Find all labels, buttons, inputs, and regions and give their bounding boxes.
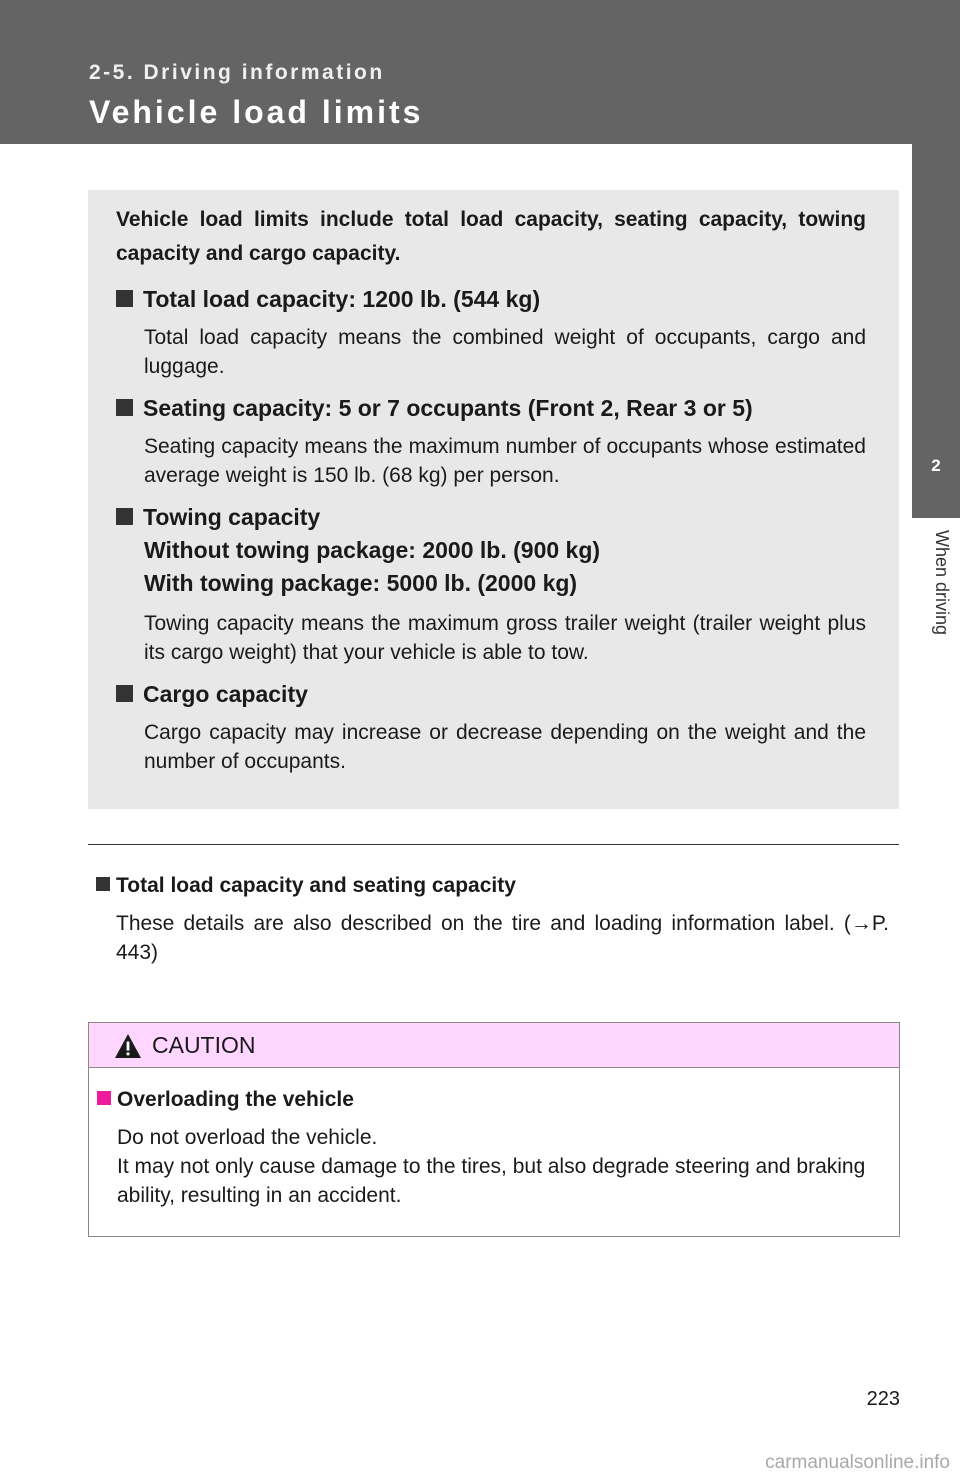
chapter-name: When driving [932, 530, 952, 636]
caution-line-2: It may not only cause damage to the tires, but also degrade steering and braking ability, resulting in an accident. [117, 1155, 866, 1207]
towing-with-package: With towing package: 5000 lb. (2000 kg) [144, 570, 578, 596]
cargo-capacity-heading-text: Cargo capacity [143, 681, 308, 707]
bullet-square-icon [96, 877, 110, 891]
caution-item-heading [97, 1085, 354, 1115]
towing-capacity-heading [116, 501, 600, 600]
side-tab-bar [912, 0, 960, 414]
cargo-capacity-heading [116, 678, 308, 711]
seating-capacity-heading-text: Seating capacity: 5 or 7 occupants (Front 2, Rear 3 or 5) [143, 395, 753, 421]
warning-icon [114, 1033, 142, 1059]
towing-capacity-body: Towing capacity means the maximum gross trailer weight (trailer weight plus its cargo weight) that your vehicle is able to tow. [144, 612, 866, 664]
bullet-square-icon [116, 685, 133, 702]
watermark: carmanualsonline.info [765, 1452, 950, 1473]
total-load-body: Total load capacity means the combined weight of occupants, cargo and luggage. [144, 326, 866, 378]
note-heading [96, 871, 516, 901]
bullet-square-icon [116, 399, 133, 416]
total-load-heading-text: Total load capacity: 1200 lb. (544 kg) [143, 286, 541, 312]
caution-item-heading-text: Overloading the vehicle [117, 1088, 354, 1111]
caution-header [89, 1023, 899, 1068]
bullet-square-icon [97, 1091, 111, 1105]
caution-title: CAUTION [152, 1032, 256, 1058]
caution-line-1: Do not overload the vehicle. [117, 1126, 378, 1149]
bullet-square-icon [116, 508, 133, 525]
seating-capacity-heading [116, 392, 753, 425]
seating-capacity-body: Seating capacity means the maximum number of occupants whose estimated average weight is 150 lb. (68 kg) per person. [144, 435, 866, 487]
caution-box [88, 1022, 900, 1237]
chapter-number-tab: 2 [912, 414, 960, 518]
cargo-capacity-body: Cargo capacity may increase or decrease depending on the weight and the number of occupants. [144, 721, 866, 773]
page-title: Vehicle load limits [89, 94, 424, 130]
towing-capacity-heading-text: Towing capacity [143, 504, 321, 530]
note-body: These details are also described on the tire and loading information label. (→P. 443) [116, 912, 889, 964]
bullet-square-icon [116, 290, 133, 307]
note-heading-text: Total load capacity and seating capacity [116, 874, 516, 897]
caution-body [117, 1123, 892, 1210]
towing-without-package: Without towing package: 2000 lb. (900 kg) [144, 537, 601, 563]
section-divider [88, 844, 899, 845]
summary-intro: Vehicle load limits include total load capacity, seating capacity, towing capacity and cargo capacity. [116, 208, 866, 265]
total-load-heading [116, 283, 540, 316]
page-number: 223 [866, 1388, 900, 1410]
section-label: 2-5. Driving information [89, 61, 385, 84]
